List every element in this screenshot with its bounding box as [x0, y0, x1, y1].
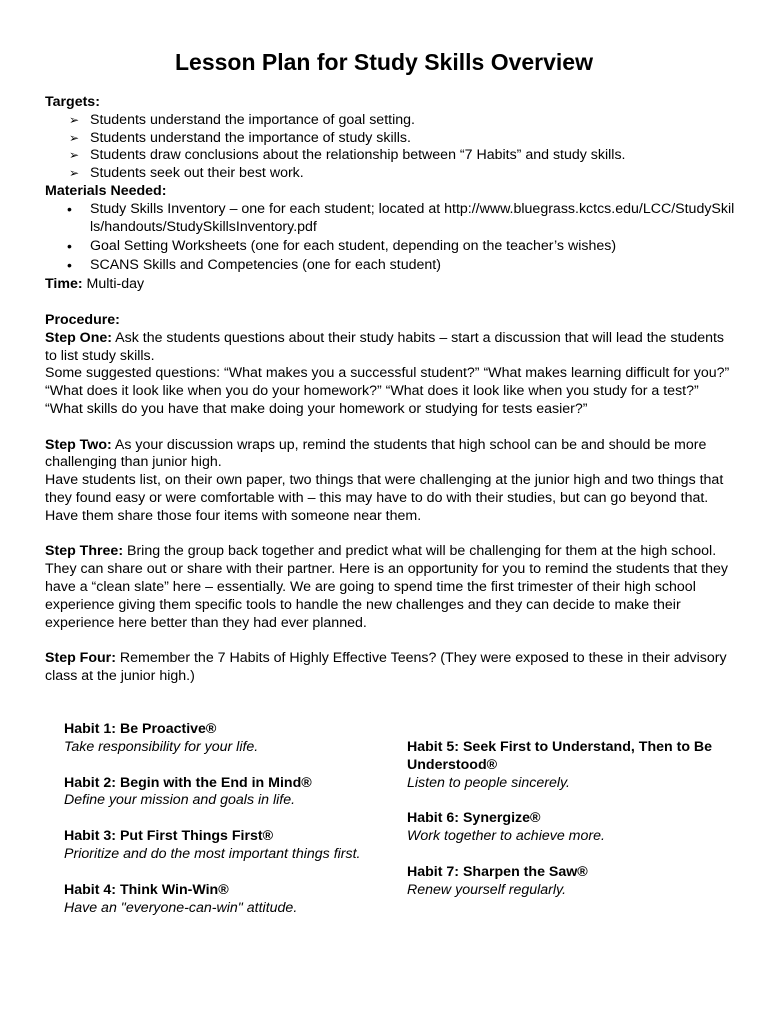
step-one-questions: Some suggested questions: “What makes you a successful student?” “What makes learning difficult for you?” “What does it look like when you do your homework?” “What does it look like when you study for a test?” “What skills do you have that make doing your homework or studying for tests easier?” — [45, 365, 730, 418]
step-two-details: Have students list, on their own paper, two things that were challenging at the junior high and two things that they found easy or were comfortable with – this may have to do with their studies, but can go beyond that. Have them share those four items with someone near them. — [45, 472, 724, 524]
habits-right-column — [407, 739, 737, 918]
habit-item — [64, 775, 364, 811]
time-line — [45, 276, 735, 294]
habit-description: Listen to people sincerely. — [407, 774, 570, 791]
target-item: ➢ Students seek out their best work. — [69, 165, 304, 182]
dot-bullet-icon: • — [67, 237, 72, 254]
habit-description: Have an "everyone-can-win" attitude. — [64, 899, 298, 916]
habit-name: Habit 6: Synergize® — [407, 810, 541, 827]
habit-item — [64, 721, 364, 757]
habit-item — [407, 810, 737, 846]
targets-list — [45, 112, 735, 183]
materials-heading: Materials Needed: — [45, 182, 167, 199]
habits-left-column — [64, 721, 364, 935]
target-item: ➢ Students draw conclusions about the relationship between “7 Habits” and study skills. — [69, 147, 626, 164]
main-content — [45, 94, 735, 686]
habit-description: Work together to achieve more. — [407, 828, 605, 845]
time-value: Multi-day — [82, 276, 145, 293]
dot-bullet-icon: • — [67, 257, 72, 274]
habit-name: Habit 1: Be Proactive® — [64, 721, 217, 737]
material-item: • Study Skills Inventory – one for each student; located at http://www.bluegrass.kctcs.edu/LCC/StudySkills/handouts/StudySkillsInventory.pdf — [67, 200, 735, 235]
habit-item — [407, 739, 737, 792]
step-two: Step Two: As your discussion wraps up, remind the students that high school can be and should be more challenging than junior high. — [45, 436, 707, 471]
habit-item — [64, 828, 364, 864]
habit-name: Habit 5: Seek First to Understand, Then to Be Understood® — [407, 739, 713, 773]
habit-description: Renew yourself regularly. — [407, 881, 567, 898]
arrow-bullet-icon: ➢ — [69, 148, 80, 163]
habit-name: Habit 4: Think Win-Win® — [64, 881, 229, 898]
habit-item — [64, 882, 364, 918]
habit-description: Take responsibility for your life. — [64, 738, 259, 755]
step-three: Step Three: Bring the group back together and predict what will be challenging for them at the high school. They can share out or share with their partner. Here is an opportunity for you to remind the students that they have a “clean slate” here – essentially. We are going to spend time the first trimester of their high school experience giving them specific tools to handle the new challenges and they can decide to make their experience here better than they had ever planned. — [45, 543, 728, 631]
material-item: • Goal Setting Worksheets (one for each student, depending on the teacher’s wishes) — [67, 237, 617, 254]
habit-name: Habit 7: Sharpen the Saw® — [407, 863, 588, 880]
time-label: Time: — [45, 276, 83, 293]
procedure-heading: Procedure: — [45, 312, 120, 329]
habit-description: Define your mission and goals in life. — [64, 792, 296, 809]
targets-heading: Targets: — [45, 94, 100, 110]
step-one: Step One: Ask the students questions about their study habits – start a discussion that will lead the students to list study skills. — [45, 329, 725, 364]
habit-item — [407, 864, 737, 900]
page-title: Lesson Plan for Study Skills Overview — [175, 49, 593, 75]
habit-name: Habit 2: Begin with the End in Mind® — [64, 774, 312, 791]
dot-bullet-icon: • — [67, 200, 72, 217]
arrow-bullet-icon: ➢ — [69, 166, 80, 181]
step-four: Step Four: Remember the 7 Habits of Highly Effective Teens? (They were exposed to these in their advisory class at the junior high.) — [45, 650, 727, 684]
material-item: • SCANS Skills and Competencies (one for each student) — [67, 257, 441, 274]
habit-name: Habit 3: Put First Things First® — [64, 828, 274, 845]
habit-description: Prioritize and do the most important things first. — [64, 845, 361, 862]
arrow-bullet-icon: ➢ — [69, 112, 80, 127]
arrow-bullet-icon: ➢ — [69, 130, 80, 145]
target-item: ➢ Students understand the importance of study skills. — [69, 129, 411, 146]
target-item: ➢ Students understand the importance of goal setting. — [69, 111, 415, 128]
materials-list — [45, 201, 735, 275]
